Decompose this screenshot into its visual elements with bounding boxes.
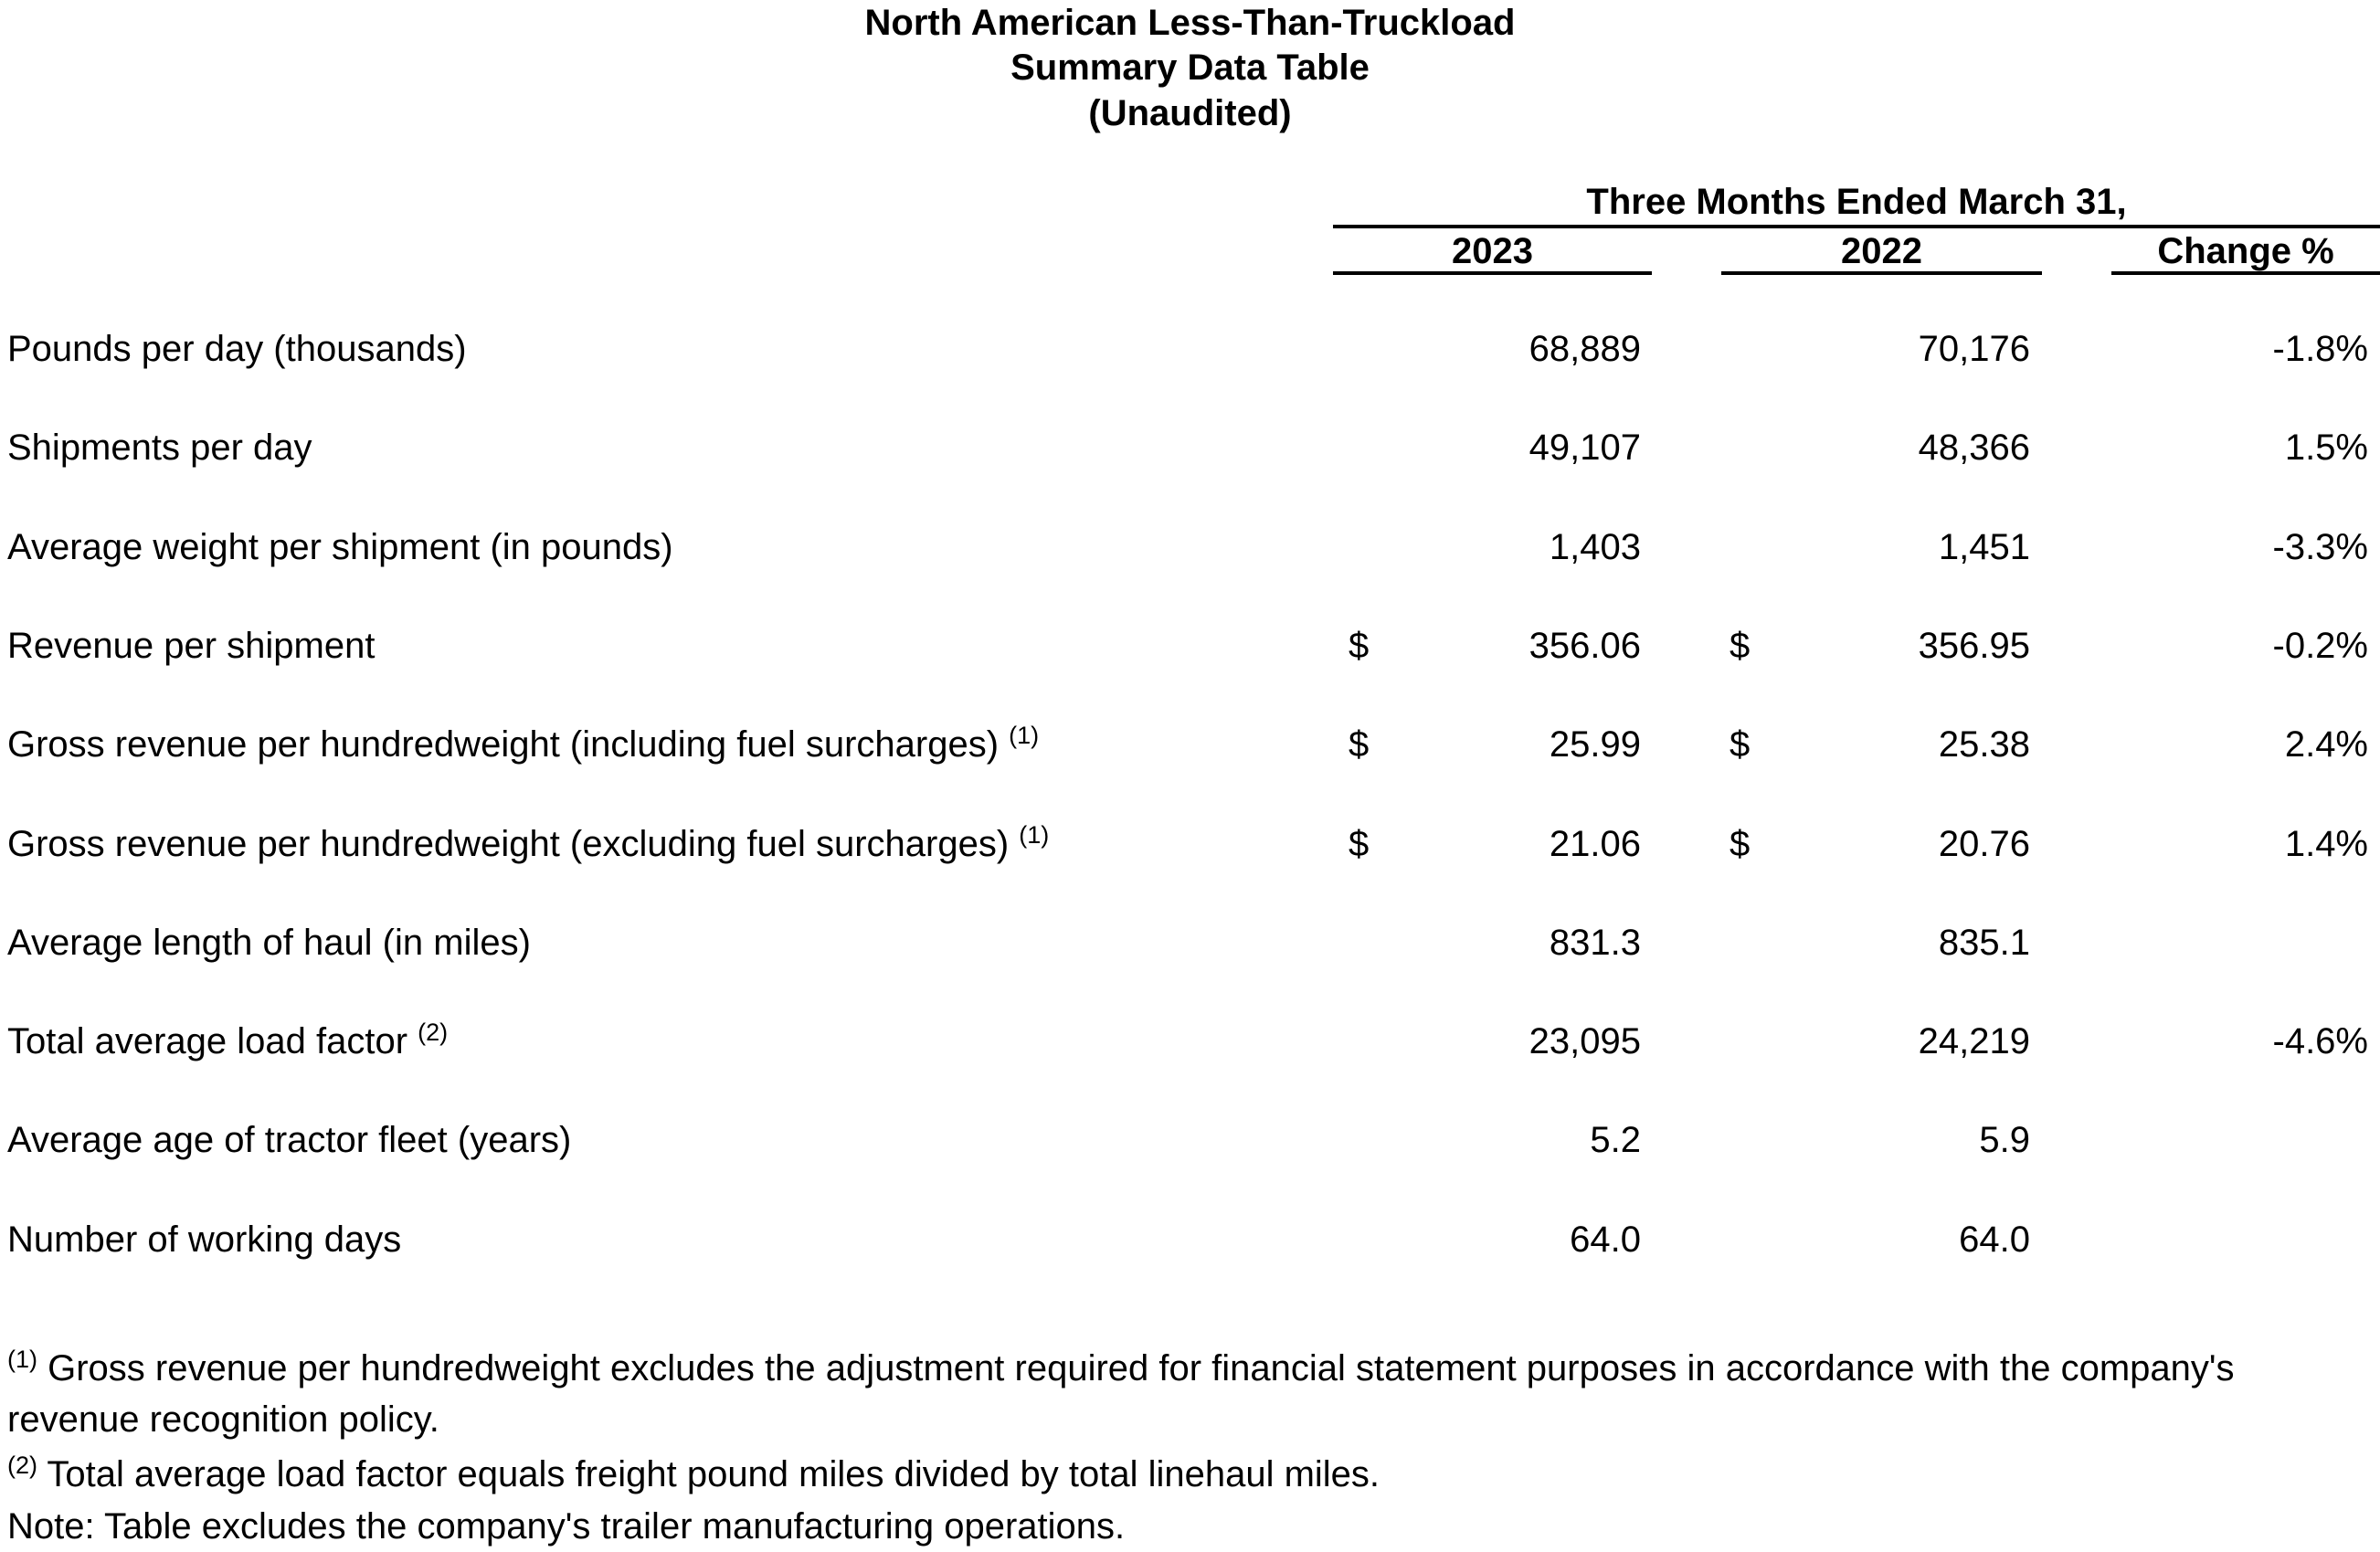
- row-label-text: Average weight per shipment (in pounds): [7, 526, 673, 567]
- row-label: [7, 524, 673, 570]
- cell-2023: 23,095: [1528, 1021, 1641, 1062]
- dollar-sign-2022: $: [1729, 724, 1751, 765]
- cell-change: 2.4%: [2284, 724, 2368, 765]
- row-label: [7, 1019, 448, 1064]
- column-rule-2023: [1333, 271, 1652, 275]
- table-row: [0, 994, 2380, 1093]
- cell-2023: 49,107: [1528, 428, 1641, 469]
- row-label-text: Average age of tractor fleet (years): [7, 1120, 572, 1161]
- dollar-sign-2023: $: [1349, 625, 1370, 666]
- cell-2022: 24,219: [1918, 1021, 2030, 1062]
- row-label-text: Average length of haul (in miles): [7, 922, 531, 963]
- table-row: [0, 301, 2380, 400]
- dollar-sign-2022: $: [1729, 625, 1751, 666]
- column-header-change: Change %: [2157, 231, 2334, 271]
- footnote-reference: (1): [1009, 722, 1040, 750]
- cell-change: -4.6%: [2272, 1021, 2368, 1062]
- table-row: [0, 797, 2380, 895]
- table-row: [0, 598, 2380, 697]
- row-label: [7, 1117, 571, 1163]
- footnote-1: [7, 1343, 2346, 1445]
- table-row: [0, 1093, 2380, 1191]
- row-label-text: Revenue per shipment: [7, 625, 376, 666]
- footnote-1-text: Gross revenue per hundredweight excludes the adjustment required for financial statement purposes in accordance with the company's revenue recognition policy.: [7, 1348, 2235, 1440]
- table-row: [0, 1192, 2380, 1291]
- table-row: [0, 697, 2380, 796]
- cell-2022: 835.1: [1938, 922, 2030, 963]
- dollar-sign-2023: $: [1349, 823, 1370, 864]
- cell-change: -1.8%: [2272, 329, 2368, 369]
- cell-2023: 356.06: [1528, 625, 1641, 666]
- column-rule-2022: [1721, 271, 2042, 275]
- table-row: [0, 400, 2380, 499]
- report-title-line2: Summary Data Table: [1010, 48, 1370, 88]
- cell-2022: 48,366: [1918, 428, 2030, 469]
- cell-2022: 70,176: [1918, 329, 2030, 369]
- footnote-2: [7, 1449, 2346, 1500]
- cell-2022: 64.0: [1959, 1219, 2030, 1260]
- row-label: [7, 722, 1039, 767]
- row-label-text: Number of working days: [7, 1219, 402, 1260]
- cell-2023: 25.99: [1549, 724, 1641, 765]
- footnote-2-marker: (2): [7, 1452, 37, 1479]
- column-rule-change: [2111, 271, 2380, 275]
- cell-2023: 64.0: [1570, 1219, 1641, 1260]
- report-title-line1: North American Less-Than-Truckload: [864, 3, 1516, 43]
- cell-2022: 20.76: [1938, 823, 2030, 864]
- row-label: [7, 821, 1049, 867]
- row-label: [7, 920, 531, 966]
- row-label-text: Gross revenue per hundredweight (including fuel surcharges): [7, 724, 1000, 765]
- cell-change: 1.4%: [2284, 823, 2368, 864]
- cell-change: 1.5%: [2284, 428, 2368, 469]
- cell-change: -0.2%: [2272, 625, 2368, 666]
- cell-2022: 5.9: [1979, 1120, 2030, 1161]
- cell-change: -3.3%: [2272, 526, 2368, 567]
- period-header: Three Months Ended March 31,: [1586, 182, 2127, 222]
- cell-2023: 1,403: [1549, 526, 1641, 567]
- row-label: [7, 425, 312, 470]
- cell-2022: 25.38: [1938, 724, 2030, 765]
- footnote-note: Note: Table excludes the company's trailer manufacturing operations.: [7, 1506, 1126, 1547]
- column-header-2022: 2022: [1841, 231, 1922, 271]
- dollar-sign-2022: $: [1729, 823, 1751, 864]
- row-label: [7, 623, 375, 669]
- cell-2023: 21.06: [1549, 823, 1641, 864]
- row-label-text: Shipments per day: [7, 428, 312, 469]
- row-label: [7, 326, 467, 372]
- footnote-2-text: Total average load factor equals freight pound miles divided by total linehaul miles.: [37, 1454, 1380, 1494]
- footnote-1-marker: (1): [7, 1346, 37, 1373]
- dollar-sign-2023: $: [1349, 724, 1370, 765]
- table-row: [0, 895, 2380, 994]
- cell-2023: 68,889: [1528, 329, 1641, 369]
- footnote-reference: (2): [418, 1019, 449, 1047]
- row-label: [7, 1217, 401, 1262]
- row-label-text: Gross revenue per hundredweight (excluding fuel surcharges): [7, 823, 1010, 864]
- cell-2023: 831.3: [1549, 922, 1641, 963]
- cell-2023: 5.2: [1590, 1120, 1641, 1161]
- table-row: [0, 500, 2380, 598]
- row-label-text: Total average load factor: [7, 1021, 408, 1062]
- cell-2022: 1,451: [1938, 526, 2030, 567]
- footnote-reference: (1): [1019, 820, 1050, 849]
- cell-2022: 356.95: [1918, 625, 2030, 666]
- column-header-2023: 2023: [1452, 231, 1533, 271]
- row-label-text: Pounds per day (thousands): [7, 329, 467, 369]
- report-title-line3: (Unaudited): [1088, 93, 1292, 133]
